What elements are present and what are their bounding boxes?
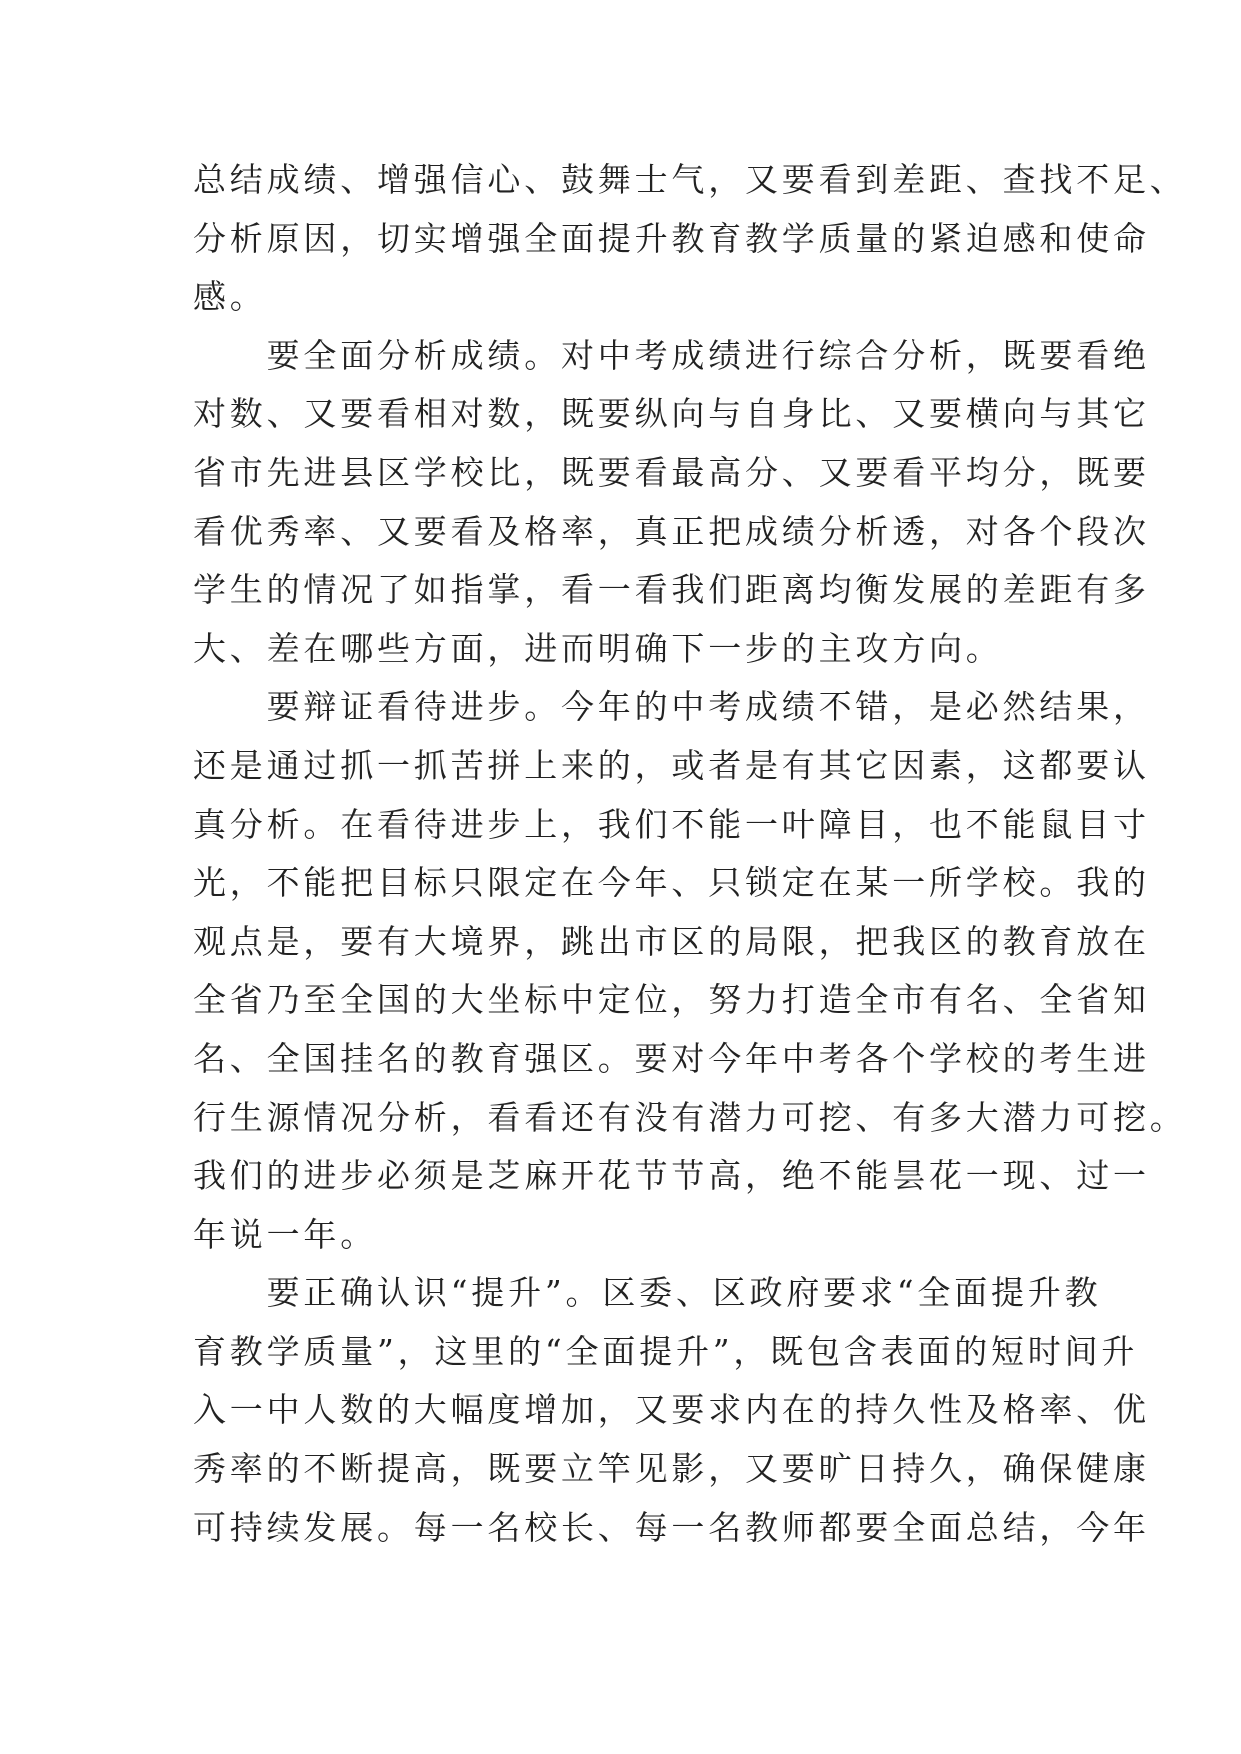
text-line: 我们的进步必须是芝麻开花节节高，绝不能昙花一现、过一 <box>193 1156 1150 1196</box>
text-line: 学生的情况了如指掌，看一看我们距离均衡发展的差距有多 <box>193 570 1150 610</box>
text-line: 真分析。在看待进步上，我们不能一叶障目，也不能鼠目寸 <box>193 804 1150 844</box>
text-line: 入一中人数的大幅度增加，又要求内在的持久性及格率、优 <box>193 1390 1150 1430</box>
text-line: 要全面分析成绩。对中考成绩进行综合分析，既要看绝 <box>193 335 1150 375</box>
body-text <box>193 151 1187 1557</box>
text-line: 大、差在哪些方面，进而明确下一步的主攻方向。 <box>193 628 1003 668</box>
text-line: 秀率的不断提高，既要立竿见影，又要旷日持久，确保健康 <box>193 1449 1150 1489</box>
text-line: 育教学质量”，这里的“全面提升”，既包含表面的短时间升 <box>193 1331 1139 1371</box>
text-line: 光，不能把目标只限定在今年、只锁定在某一所学校。我的 <box>193 863 1150 903</box>
text-line: 行生源情况分析，看看还有没有潜力可挖、有多大潜力可挖。 <box>193 1097 1187 1137</box>
text-line: 可持续发展。每一名校长、每一名教师都要全面总结，今年 <box>193 1507 1150 1547</box>
text-line: 对数、又要看相对数，既要纵向与自身比、又要横向与其它 <box>193 394 1150 434</box>
text-line: 看优秀率、又要看及格率，真正把成绩分析透，对各个段次 <box>193 511 1150 551</box>
text-line: 还是通过抓一抓苦拼上来的，或者是有其它因素，这都要认 <box>193 745 1150 785</box>
text-line: 省市先进县区学校比，既要看最高分、又要看平均分，既要 <box>193 452 1150 492</box>
text-line: 年说一年。 <box>193 1214 377 1254</box>
text-line: 总结成绩、增强信心、鼓舞士气，又要看到差距、查找不足、 <box>193 160 1187 199</box>
text-line: 要辩证看待进步。今年的中考成绩不错，是必然结果， <box>193 687 1150 727</box>
text-line: 观点是，要有大境界，跳出市区的局限，把我区的教育放在 <box>193 921 1150 961</box>
text-line: 全省乃至全国的大坐标中定位，努力打造全市有名、全省知 <box>193 980 1150 1020</box>
text-line: 要正确认识“提升”。区委、区政府要求“全面提升教 <box>193 1273 1102 1313</box>
text-line: 感。 <box>193 277 267 317</box>
text-line: 分析原因，切实增强全面提升教育教学质量的紧迫感和使命 <box>193 218 1150 258</box>
text-line: 名、全国挂名的教育强区。要对今年中考各个学校的考生进 <box>193 1038 1150 1078</box>
